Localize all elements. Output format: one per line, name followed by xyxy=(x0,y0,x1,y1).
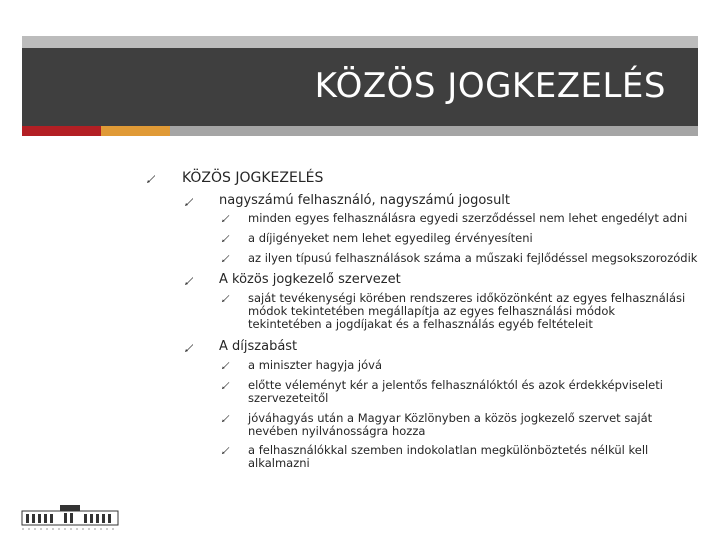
pen-nib-icon xyxy=(221,234,231,244)
pen-nib-icon xyxy=(221,381,231,391)
pen-nib-icon xyxy=(221,361,231,371)
bullet-level3-wrapped: jóváhagyás után a Magyar Közlönyben a közös jogkezelő szervet saját nevében nyilvánosságra hozza xyxy=(248,411,653,438)
bullet-level3: az ilyen típusú felhasználások száma a műszaki fejlődéssel megsokszorozódik xyxy=(248,251,698,265)
bullet-level2: A díjszabást xyxy=(219,339,298,354)
pen-nib-icon xyxy=(184,276,194,286)
pen-nib-icon xyxy=(184,343,194,353)
bullet-level3-wrapped: előtte véleményt kér a jelentős felhasználóktól és azok érdekképviseleti szervezeteitől xyxy=(248,378,663,405)
bullet-level1: KÖZÖS JOGKEZELÉS xyxy=(182,170,324,186)
bullet-level3: a miniszter hagyja jóvá xyxy=(248,358,383,372)
pen-nib-icon xyxy=(184,197,194,207)
university-logo xyxy=(20,503,120,533)
pen-nib-icon xyxy=(221,446,231,456)
bullet-level3-wrapped: saját tevékenységi körében rendszeres időközönként az egyes felhasználási módok tekintetében megállapítja az egyes felhasználási módok tekintetében a jogdíjakat és a felhasználás egyéb feltételeit xyxy=(248,291,686,331)
bullet-level3: a díjigényeket nem lehet egyedileg érvényesíteni xyxy=(248,231,533,245)
pen-nib-icon xyxy=(221,214,231,224)
pen-nib-icon xyxy=(221,254,231,264)
bullet-level3-wrapped: a felhasználókkal szemben indokolatlan megkülönböztetés nélkül kell alkalmazni xyxy=(248,443,649,470)
pen-nib-icon xyxy=(146,174,156,184)
pen-nib-icon xyxy=(221,294,231,304)
slide-title: KÖZÖS JOGKEZELÉS xyxy=(314,66,666,106)
pen-nib-icon xyxy=(221,414,231,424)
bullet-level3: minden egyes felhasználásra egyedi szerződéssel nem lehet engedélyt adni xyxy=(248,211,688,225)
bullet-level2: A közös jogkezelő szervezet xyxy=(219,272,401,287)
bullet-level2: nagyszámú felhasználó, nagyszámú jogosult xyxy=(219,193,511,208)
